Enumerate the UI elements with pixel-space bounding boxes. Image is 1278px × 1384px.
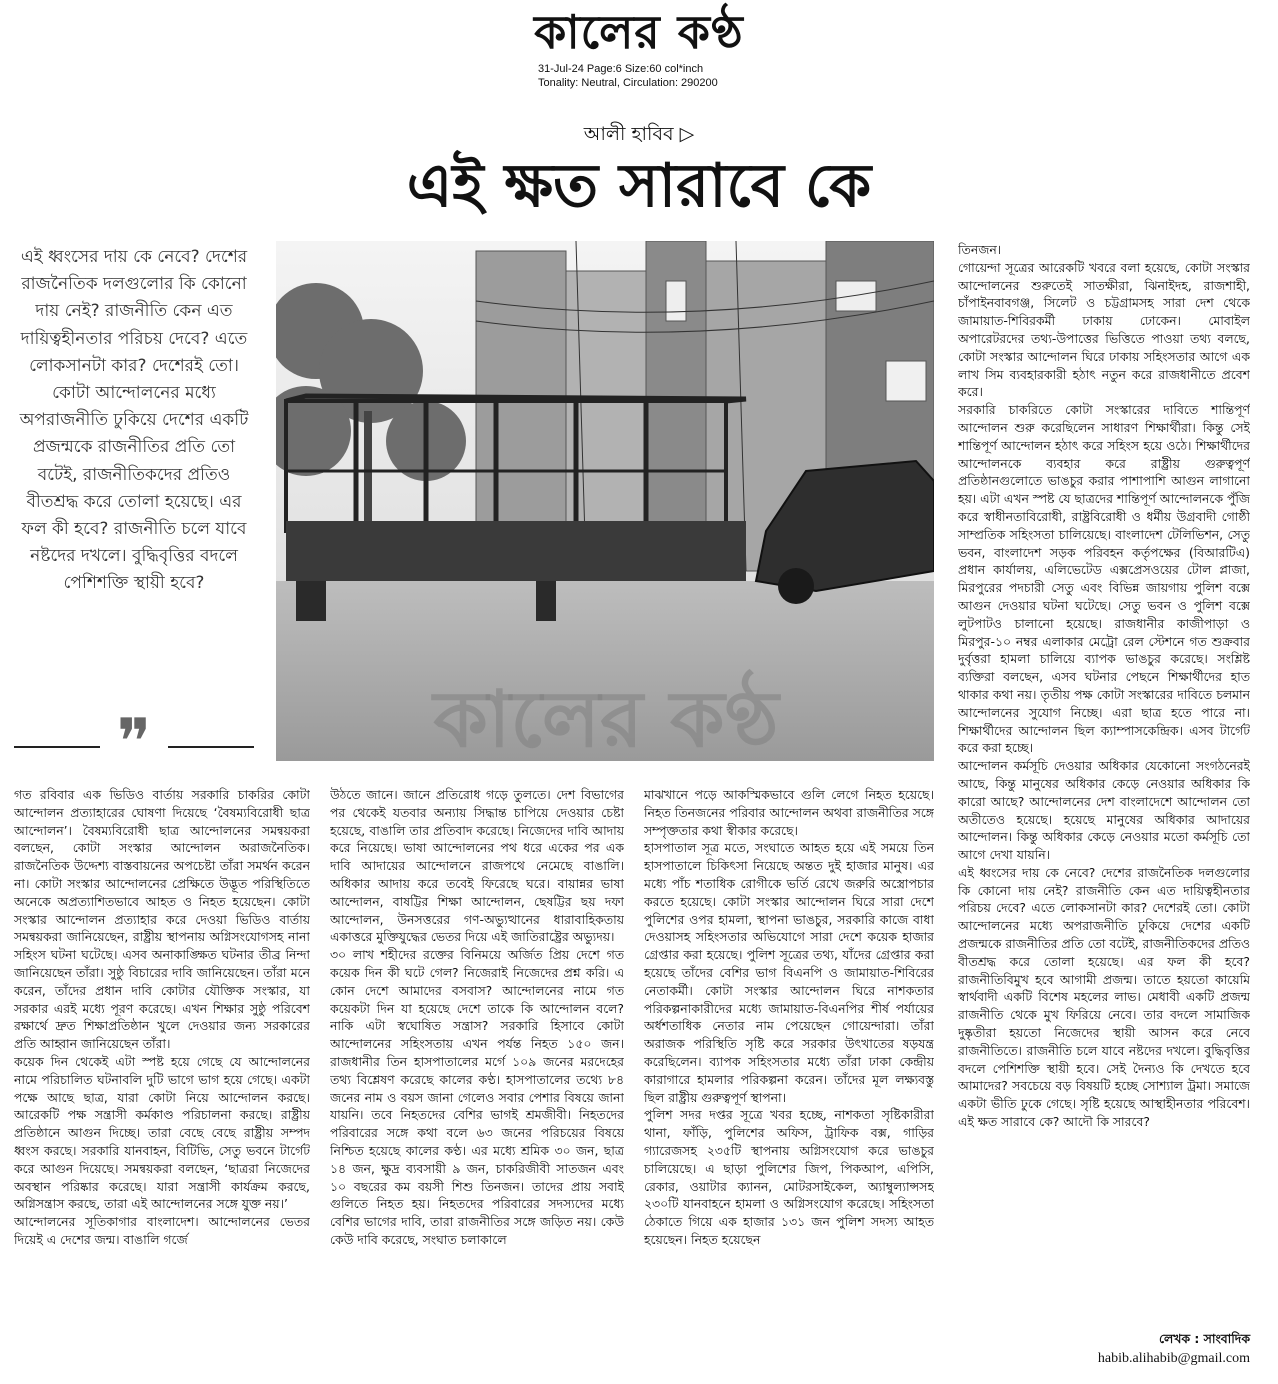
pull-quote: এই ধ্বংসের দায় কে নেবে? দেশের রাজনৈতিক দলগুলোর কি কোনো দায় নেই? রাজনীতি কেন এত দায়িত্বহীনতার পরিচয় দেবে? এতে লোকসানটা কার? দেশেরই তো। কোটা আন্দোলনের মধ্যে অপরাজনীতি ঢুকিয়ে দেশের একটি প্রজন্মকে রাজনীতির প্রতি তো বটেই, রাজনীতিকদের প্রতিও বীতশ্রদ্ধ করে তোলা হয়েছে। এর ফল কী হবে? রাজনীতি চলে যাবে নষ্টদের দখলে। বুদ্ধিবৃত্তির বদলে পেশিশক্তি স্থায়ী হবে? (19, 247, 249, 594)
article-column-3 (644, 786, 934, 1368)
paragraph: কয়েক দিন থেকেই এটা স্পষ্ট হয়ে গেছে যে আন্দোলনের নামে পরিচালিত ঘটনাবলি দুটি ভাগে ভাগ হয়ে গেছে। একটা পক্ষে আছে ছাত্র, যারা কোটা নিয়ে আন্দোলন করছে। আরেকটি পক্ষ সন্ত্রাসী কর্মকাণ্ড পরিচালনা করছে। রাষ্ট্রীয় প্রতিষ্ঠানে আগুন দিচ্ছে। তারা বেছে বেছে রাষ্ট্রীয় সম্পদ ধ্বংস করছে। সরকারি যানবাহন, বিটিভি, সেতু ভবনে টার্গেট করে আগুন দিয়েছে। সমন্বয়করা বলছেন, ‘ছাত্ররা নিজেদের অবস্থান পরিষ্কার করেছে। যারা সন্ত্রাসী কার্যক্রম করছে, অগ্নিসন্ত্রাস করছে, তারা এই আন্দোলনের সঙ্গে যুক্ত নয়।’ (14, 1053, 310, 1212)
quote-mark-icon: ❞ (100, 720, 168, 766)
masthead (0, 4, 1278, 60)
paragraph: এই ধ্বংসের দায় কে নেবে? দেশের রাজনৈতিক দলগুলোর কি কোনো দায় নেই? রাজনীতি কেন এত দায়িত্বহীনতার পরিচয় দেবে? এতে লোকসানটা কার? দেশেরই তো। কোটা আন্দোলনের মধ্যে অপরাজনীতি ঢুকিয়ে দেশের একটি প্রজন্মকে রাজনীতির প্রতি তো বটেই, রাজনীতিকদের প্রতিও বীতশ্রদ্ধ করে তোলা হয়েছে। এর ফল কী হবে? রাজনীতিবিমুখ হবে আগামী প্রজন্ম। তাতে হয়তো কায়েমি স্বার্থবাদী একটি বিশেষ মহলের লাভ। মেধাবী একটি প্রজন্ম রাজনীতি থেকে মুখ ফিরিয়ে নেবে। তার বদলে সামাজিক দুষ্কৃতীরা হয়তো নিজেদের স্থায়ী আসন করে নেবে রাজনীতিতে। রাজনীতি চলে যাবে নষ্টদের দখলে। বুদ্ধিবৃত্তির বদলে পেশিশক্তি স্থায়ী হবে। সেই দৈন্যও কি দেখতে হবে আমাদের? সবচেয়ে বড় বিষয়টি হচ্ছে সোশ্যাল ট্রমা। সমাজে একটা ভীতি ঢুকে গেছে। সৃষ্টি হয়েছে আস্থাহীনতার পরিবেশ। এই ক্ষত সারাবে কে? আদৌ কি সারবে? (958, 864, 1250, 1130)
headline: এই ক্ষত সারাবে কে (406, 151, 872, 221)
paragraph: ৩০ লাখ শহীদের রক্তের বিনিময়ে অর্জিত প্রিয় দেশে গত কয়েক দিন কী ঘটে গেল? নিজেরাই নিজেদের প্রশ্ন করি। এ কোন দেশে আমাদের বসবাস? আন্দোলনের নামে গত কয়েকটা দিন যা হয়েছে দেশে তাকে কি আন্দোলন বলে? নাকি এটা স্বঘোষিত সন্ত্রাস? সরকারি হিসাবে কোটা আন্দোলনের সহিংসতায় এখন পর্যন্ত নিহত ১৫০ জন। রাজধানীর তিন হাসপাতালের মর্গে ১০৯ জনের মরদেহের তথ্য বিশ্লেষণ করেছে কালের কণ্ঠ। হাসপাতালের তথ্যে ৮৪ জনের নাম ও বয়স জানা গেলেও সবার পেশার বিষয়ে জানা যায়নি। তবে নিহতদের বেশির ভাগই শ্রমজীবী। নিহতদের পরিবারের সঙ্গে কথা বলে ৬৩ জনের পরিচয়ের বিষয়ে নিশ্চিত হয়েছে কালের কণ্ঠ। এর মধ্যে শ্রমিক ৩০ জন, ছাত্র ১৪ জন, ক্ষুদ্র ব্যবসায়ী ৯ জন, চাকরিজীবী সাতজন এবং ১০ বছরের কম বয়সী শিশু তিনজন। তাদের প্রায় সবাই গুলিতে নিহত হয়। নিহতদের পরিবারের সদস্যদের মধ্যে বেশির ভাগের দাবি, তারা রাজনীতির সঙ্গে জড়িত নয়। কেউ কেউ দাবি করেছে, সংঘাত চলাকালে (330, 947, 624, 1247)
paragraph: আন্দোলন কর্মসূচি দেওয়ার অধিকার যেকোনো সংগঠনেরই আছে, কিন্তু মানুষের অধিকার কেড়ে নেওয়ার অধিকার কি কারো আছে? আন্দোলনের দেশ বাংলাদেশে আন্দোলন তো অতীতেও হয়েছে। হয়েছে মানুষের অধিকার আদায়ের আন্দোলন। কিন্তু অধিকার কেড়ে নেওয়ার মতো কর্মসূচি তো আগে দেখা যায়নি। (958, 758, 1250, 863)
article-column-4 (958, 241, 1250, 1331)
newspaper-title: কালের কণ্ঠ (534, 5, 744, 59)
paragraph: পুলিশ সদর দপ্তর সূত্রে খবর হচ্ছে, নাশকতা সৃষ্টিকারীরা থানা, ফাঁড়ি, পুলিশের অফিস, ট্রাফিক বক্স, গাড়ির গ্যারেজসহ ২৩৫টি স্থাপনায় অগ্নিসংযোগ করে ভাঙচুর চালিয়েছে। এ ছাড়া পুলিশের জিপ, পিকআপ, এপিসি, রেকার, ওয়াটার ক্যানন, মোটরসাইকেল, অ্যাম্বুল্যান্সসহ ২৩০টি যানবাহনে হামলা ও অগ্নিসংযোগ করেছে। সহিংসতা ঠেকাতে গিয়ে এক হাজার ১৩১ জন পুলিশ সদস্য আহত হয়েছেন। নিহত হয়েছেন (644, 1107, 934, 1247)
meta-line-2: Tonality: Neutral, Circulation: 290200 (538, 77, 718, 89)
paragraph: তিনজন। (958, 242, 1002, 257)
meta-line-1: 31-Jul-24 Page:6 Size:60 col*inch (538, 63, 704, 75)
paragraph: গত রবিবার এক ভিডিও বার্তায় সরকারি চাকরির কোটা আন্দোলন প্রত্যাহারের ঘোষণা দিয়েছে ‘বৈষম্যবিরোধী ছাত্র আন্দোলন’। বৈষম্যবিরোধী ছাত্র আন্দোলনের সমন্বয়করা বলছেন, কোটা সংস্কার আন্দোলন অরাজনৈতিক। রাজনৈতিক উদ্দেশ্য বাস্তবায়নের অপচেষ্টা তাঁরা সমর্থন করেন না। কোটা সংস্কার আন্দোলনের প্রেক্ষিতে উদ্ভূত পরিস্থিতিতে অনেকে অপ্রত্যাশিতভাবে আহত ও নিহত হয়েছেন। কোটা সংস্কার আন্দোলন প্রত্যাহার করে দেওয়া ভিডিও বার্তায় সমন্বয়করা জানিয়েছেন, রাষ্ট্রীয় স্থাপনায় অগ্নিসংযোগসহ নানা সহিংস ঘটনা ঘটেছে। এসব অনাকাঙ্ক্ষিত ঘটনার তীব্র নিন্দা জানিয়েছেন তাঁরা। সুষ্ঠু বিচারের দাবি জানিয়েছেন। তাঁরা মনে করেন, তাঁদের প্রধান দাবি কোটার যৌক্তিক সংস্কার, যা সরকার এরই মধ্যে পূরণ করেছে। এখন শিক্ষার সুষ্ঠু পরিবেশ রক্ষার্থে দ্রুত শিক্ষাপ্রতিষ্ঠান খুলে দেওয়ার জন্য সরকারের প্রতি আহ্বান জানিয়েছেন তাঁরা। (14, 787, 310, 1052)
paragraph: গোয়েন্দা সূত্রের আরেকটি খবরে বলা হয়েছে, কোটা সংস্কার আন্দোলনের শুরুতেই সাতক্ষীরা, ঝিনাইদহ, রাজশাহী, চাঁপাইনবাবগঞ্জ, সিলেট ও চট্টগ্রামসহ সারা দেশ থেকে জামায়াত-শিবিরকর্মী ঢাকায় ঢোকেন। মোবাইল অপারেটরদের তথ্য-উপাত্তের ভিত্তিতে পাওয়া তথ্য বলছে, কোটা সংস্কার আন্দোলন ঘিরে ঢাকায় সহিংসতার আগে এক লাখ সিম ব্যবহারকারী হঠাৎ নতুন করে রাজধানীতে প্রবেশ করে। (958, 259, 1250, 400)
clipping-meta (538, 62, 718, 90)
article-column-1 (14, 786, 310, 1368)
author-name: আলী হাবিব ▷ (583, 123, 695, 145)
paragraph: হাসপাতাল সূত্র মতে, সংঘাতে আহত হয়ে এই সময়ে তিন হাসপাতালে চিকিৎসা নিয়েছে অন্তত দুই হাজার মানুষ। এর মধ্যে পাঁচ শতাধিক রোগীকে ভর্তি রেখে জরুরি অস্ত্রোপচার করতে হয়েছে। কোটা সংস্কার আন্দোলন ঘিরে সারা দেশে পুলিশের ওপর হামলা, স্থাপনা ভাঙচুর, সরকারি কাজে বাধা দেওয়াসহ সহিংসতার অভিযোগে সারা দেশে কয়েক হাজার গ্রেপ্তার করা হয়েছে। পুলিশ সূত্রের তথ্য, যাঁদের গ্রেপ্তার করা হয়েছে তাঁদের বেশির ভাগ বিএনপি ও জামায়াত-শিবিরের নেতাকর্মী। কোটা সংস্কার আন্দোলন ঘিরে নাশকতার পরিকল্পনাকারীদের মধ্যে জামায়াত-বিএনপির শীর্ষ পর্যায়ের অর্ধশতাধিক নেতার নাম পেয়েছেন গোয়েন্দারা। তাঁরা অরাজক পরিস্থিতি সৃষ্টি করে সরকার উৎখাতের ষড়যন্ত্র করেছিলেন। ব্যাপক সহিংসতার মধ্যে তাঁরা ঢাকা কেন্দ্রীয় কারাগারে হামলার পরিকল্পনা করেন। তাঁদের মূল লক্ষ্যবস্তু ছিল রাষ্ট্রীয় গুরুত্বপূর্ণ স্থাপনা। (644, 840, 934, 1105)
author-email: habib.alihabib@gmail.com (1097, 1351, 1250, 1366)
paragraph: আন্দোলনের সূতিকাগার বাংলাদেশ। আন্দোলনের ভেতর দিয়েই এ দেশের জন্ম। বাঙালি গর্জে (14, 1214, 310, 1247)
paragraph: সরকারি চাকরিতে কোটা সংস্কারের দাবিতে শান্তিপূর্ণ আন্দোলন শুরু করেছিলেন সাধারণ শিক্ষার্থীরা। কিন্তু সেই শান্তিপূর্ণ আন্দোলন হঠাৎ করে সহিংস হয়ে ওঠে। শিক্ষার্থীদের আন্দোলনকে ব্যবহার করে রাষ্ট্রীয় গুরুত্বপূর্ণ প্রতিষ্ঠানগুলোতে ভাঙচুর করার পাশাপাশি আগুন লাগানো হয়। এটা এখন স্পষ্ট যে ছাত্রদের শান্তিপূর্ণ আন্দোলনকে পুঁজি করে স্বাধীনতাবিরোধী, রাষ্ট্রবিরোধী ও ধর্মীয় উগ্রবাদী গোষ্ঠী সাম্প্রতিক সহিংসতা চালিয়েছে। বাংলাদেশ টেলিভিশন, সেতু ভবন, বাংলাদেশ সড়ক পরিবহন কর্তৃপক্ষের (বিআরটিএ) প্রধান কার্যালয়, এলিভেটেড এক্সপ্রেসওয়ের টোল প্লাজা, মিরপুরের পদচারী সেতু এবং বিভিন্ন জায়গায় পুলিশ বক্সে আগুন দেওয়ার ঘটনা ঘটেছে। সেতু ভবন ও পুলিশ বক্সে লুটপাটও চালানো হয়েছে। রাজধানীর কাজীপাড়া ও মিরপুর-১০ নম্বর এলাকার মেট্রো রেল স্টেশনে গত শুক্রবার দুর্বৃত্তরা হামলা চালিয়ে ব্যাপক ভাঙচুর করেছে। সংশ্লিষ্ট ব্যক্তিরা বলছেন, এসব ঘটনার পেছনে শিক্ষার্থীদের হাত থাকার কথা নয়। তৃতীয় পক্ষ কোটা সংস্কারের দাবিতে চলমান আন্দোলনের সুযোগ নিচ্ছে। এরা ছাত্র হতে পারে না। শিক্ষার্থীদের আন্দোলন ছিল ক্যাম্পাসকেন্দ্রিক। এসব টার্গেট করে করা হচ্ছে। (958, 402, 1250, 756)
photo-watermark: কালের কণ্ঠ (433, 675, 779, 761)
author-byline: লেখক : সাংবাদিক (1159, 1331, 1250, 1346)
paragraph: উঠতে জানে। জানে প্রতিরোধ গড়ে তুলতে। দেশ বিভাগের পর থেকেই যতবার অন্যায় সিদ্ধান্ত চাপিয়ে দেওয়ার চেষ্টা হয়েছে, বাঙালি তার প্রতিবাদ করেছে। নিজেদের দাবি আদায় করে নিয়েছে। ভাষা আন্দোলনের পথ ধরে একের পর এক দাবি আদায়ের আন্দোলনে রাজপথে নেমেছে বাঙালি। অধিকার আদায় করে তবেই ফিরেছে ঘরে। বায়ান্নর ভাষা আন্দোলন, বাষট্টির শিক্ষা আন্দোলন, ছেষট্টির ছয় দফা আন্দোলন, উনসত্তরের গণ-অভ্যুত্থানের ধারাবাহিকতায় একাত্তরে মুক্তিযুদ্ধের ভেতর দিয়ে এই জাতিরাষ্ট্রের অভ্যুদয়। (330, 787, 624, 945)
news-photo (276, 241, 934, 761)
paragraph: মাঝখানে পড়ে আকস্মিকভাবে গুলি লেগে নিহত হয়েছে। নিহত তিনজনের পরিবার আন্দোলন অথবা রাজনীতির সঙ্গে সম্পৃক্ততার কথা স্বীকার করেছে। (644, 787, 934, 838)
article-column-2 (330, 786, 624, 1368)
truck-bed (286, 521, 746, 581)
